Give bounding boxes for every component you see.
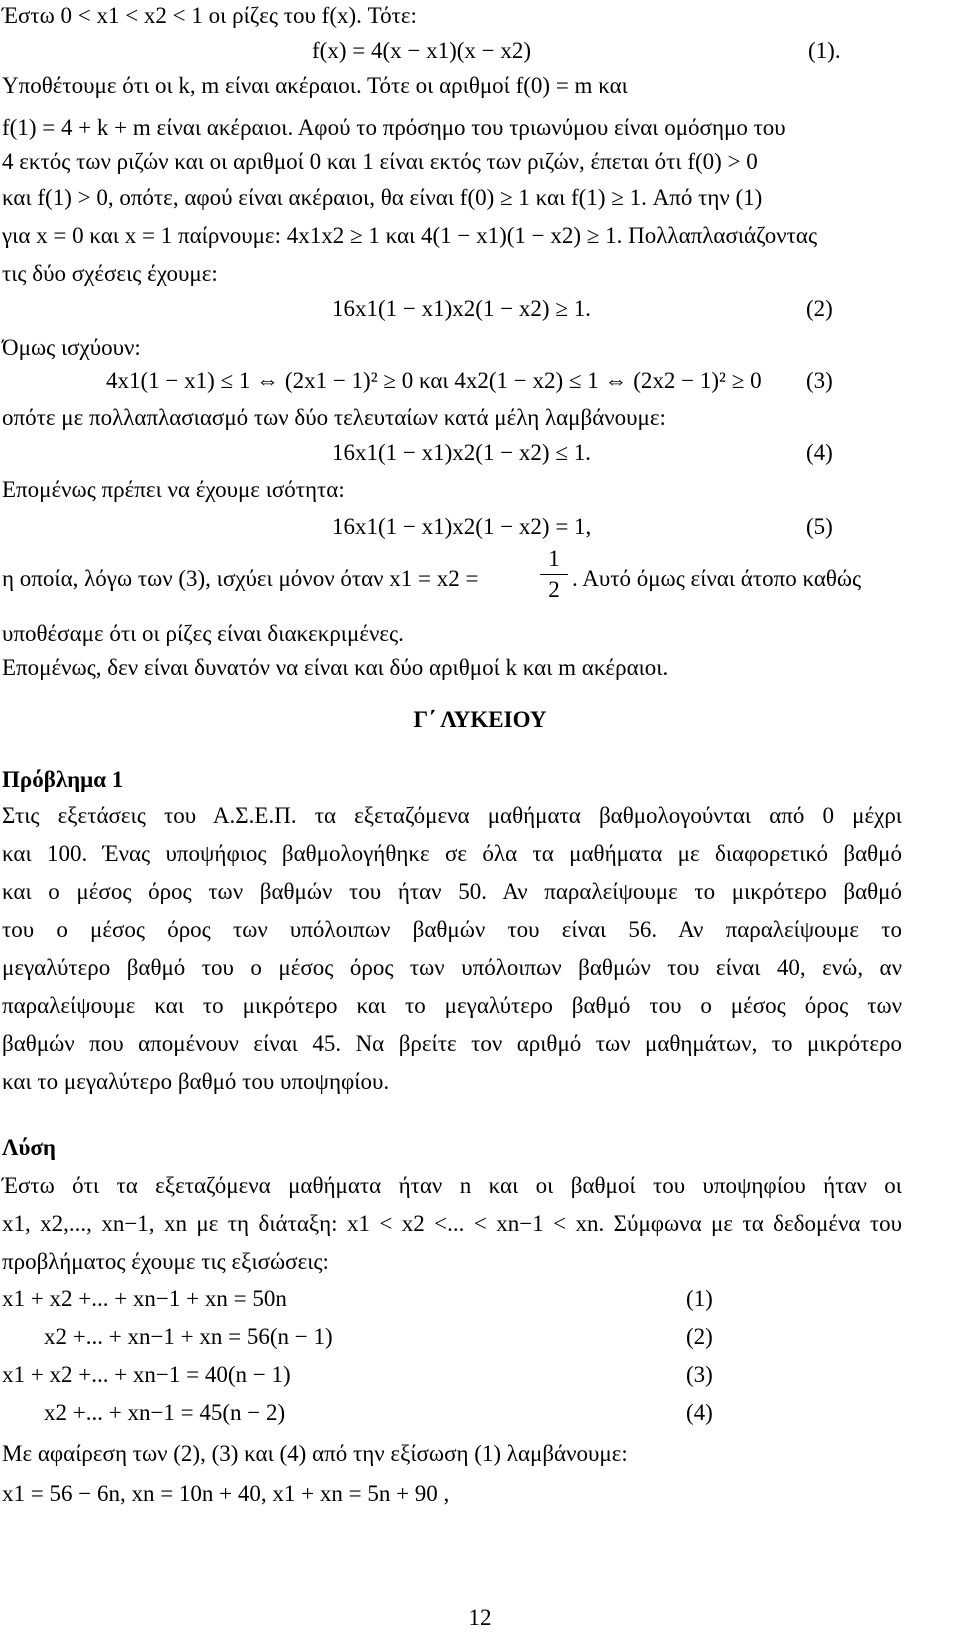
text-line: του ο μέσος όρος των υπόλοιπων βαθμών του είναι 56. Αν παραλείψουμε το bbox=[2, 917, 902, 942]
text-line: Επομένως πρέπει να έχουμε ισότητα: bbox=[2, 477, 345, 502]
solution-title: Λύση bbox=[2, 1135, 56, 1160]
system-equation: x2 +... + xn−1 = 45(n − 2) bbox=[44, 1400, 286, 1425]
system-equation: x2 +... + xn−1 + xn = 56(n − 1) bbox=[44, 1324, 333, 1349]
system-equation: x1 + x2 +... + xn−1 = 40(n − 1) bbox=[2, 1362, 291, 1387]
text-line: Όμως ισχύουν: bbox=[2, 335, 141, 360]
text-line: Υποθέτουμε ότι οι k, m είναι ακέραιοι. Τότε οι αριθμοί f(0) = m και bbox=[2, 73, 628, 98]
text-line: η οποία, λόγω των (3), ισχύει μόνον όταν x1 = x2 = bbox=[2, 566, 479, 591]
text-line: Επομένως, δεν είναι δυνατόν να είναι και δύο αριθμοί k και m ακέραιοι. bbox=[2, 655, 669, 680]
system-equation: x1 + x2 +... + xn−1 + xn = 50n bbox=[2, 1286, 287, 1311]
text-line: παραλείψουμε και το μικρότερο και το μεγαλύτερο βαθμό του ο μέσος όρος των bbox=[2, 993, 902, 1018]
equation-tag: (3) bbox=[806, 368, 833, 393]
page-number: 12 bbox=[468, 1605, 492, 1630]
equation-tag: (4) bbox=[686, 1400, 713, 1425]
text-line: f(1) = 4 + k + m είναι ακέραιοι. Αφού το πρόσημο του τριωνύμου είναι ομόσημο του bbox=[2, 115, 786, 140]
fraction-denominator: 2 bbox=[548, 577, 560, 602]
text-line: Στις εξετάσεις του Α.Σ.Ε.Π. τα εξεταζόμενα μαθήματα βαθμολογούνται από 0 μέχρι bbox=[2, 803, 902, 828]
text-line: και το μεγαλύτερο βαθμό του υποψηφίου. bbox=[2, 1069, 390, 1094]
text-line: Έστω 0 < x1 < x2 < 1 οι ρίζες του f(x). Τότε: bbox=[2, 3, 417, 28]
text-line: υποθέσαμε ότι οι ρίζες είναι διακεκριμένες. bbox=[2, 621, 404, 646]
text-line: τις δύο σχέσεις έχουμε: bbox=[2, 261, 218, 286]
final-equations: x1 = 56 − 6n, xn = 10n + 40, x1 + xn = 5n + 90 , bbox=[2, 1481, 450, 1506]
equation-3: 4x1(1 − x1) ≤ 1 ⇔ (2x1 − 1)² ≥ 0 και 4x2(1 − x2) ≤ 1 ⇔ (2x2 − 1)² ≥ 0 bbox=[106, 368, 762, 393]
equation-tag: (3) bbox=[686, 1362, 713, 1387]
fraction-one-half bbox=[534, 546, 574, 603]
equation-4: 16x1(1 − x1)x2(1 − x2) ≤ 1. bbox=[332, 440, 591, 465]
text-line: και ο μέσος όρος των βαθμών του ήταν 50. Αν παραλείψουμε το μικρότερο βαθμό bbox=[2, 879, 902, 904]
text-line: για x = 0 και x = 1 παίρνουμε: 4x1x2 ≥ 1 και 4(1 − x1)(1 − x2) ≥ 1. Πολλαπλασιάζοντας bbox=[2, 223, 818, 248]
equation-tag: (1) bbox=[686, 1286, 713, 1311]
equation-5: 16x1(1 − x1)x2(1 − x2) = 1, bbox=[332, 514, 592, 539]
text-line: . Αυτό όμως είναι άτοπο καθώς bbox=[572, 566, 862, 591]
text-line: και 100. Ένας υποψήφιος βαθμολογήθηκε σε όλα τα μαθήματα με διαφορετικό βαθμό bbox=[2, 841, 902, 866]
equation-tag: (2) bbox=[806, 296, 833, 321]
text-line: Έστω ότι τα εξεταζόμενα μαθήματα ήταν n και οι βαθμοί του υποψηφίου ήταν οι bbox=[2, 1173, 902, 1198]
section-title: Γ΄ ΛΥΚΕΙΟΥ bbox=[413, 707, 547, 732]
fraction-bar bbox=[540, 574, 568, 575]
text-line: x1, x2,..., xn−1, xn με τη διάταξη: x1 < x2 <... < xn−1 < xn. Σύμφωνα με τα δεδομένα του bbox=[2, 1211, 902, 1236]
equation-tag: (5) bbox=[806, 514, 833, 539]
equation-tag: (4) bbox=[806, 440, 833, 465]
problem-title: Πρόβλημα 1 bbox=[2, 767, 124, 792]
text-line: μεγαλύτερο βαθμό του ο μέσος όρος των υπόλοιπων βαθμών του είναι 40, ενώ, αν bbox=[2, 955, 902, 980]
fraction-numerator: 1 bbox=[548, 546, 560, 571]
text-line: και f(1) > 0, οπότε, αφού είναι ακέραιοι, θα είναι f(0) ≥ 1 και f(1) ≥ 1. Από την (1) bbox=[2, 185, 763, 210]
equation-2: 16x1(1 − x1)x2(1 − x2) ≥ 1. bbox=[332, 296, 591, 321]
equation-tag: (2) bbox=[686, 1324, 713, 1349]
text-line: οπότε με πολλαπλασιασμό των δύο τελευταίων κατά μέλη λαμβάνουμε: bbox=[2, 405, 666, 430]
equation-tag: (1). bbox=[808, 38, 841, 63]
text-line: 4 εκτός των ριζών και οι αριθμοί 0 και 1 είναι εκτός των ριζών, έπεται ότι f(0) > 0 bbox=[2, 149, 758, 174]
equation-1: f(x) = 4(x − x1)(x − x2) bbox=[312, 38, 532, 63]
text-line: Με αφαίρεση των (2), (3) και (4) από την εξίσωση (1) λαμβάνουμε: bbox=[2, 1441, 628, 1466]
text-line: βαθμών που απομένουν είναι 45. Να βρείτε τον αριθμό των μαθημάτων, το μικρότερο bbox=[2, 1031, 902, 1056]
text-line: προβλήματος έχουμε τις εξισώσεις: bbox=[2, 1249, 329, 1274]
